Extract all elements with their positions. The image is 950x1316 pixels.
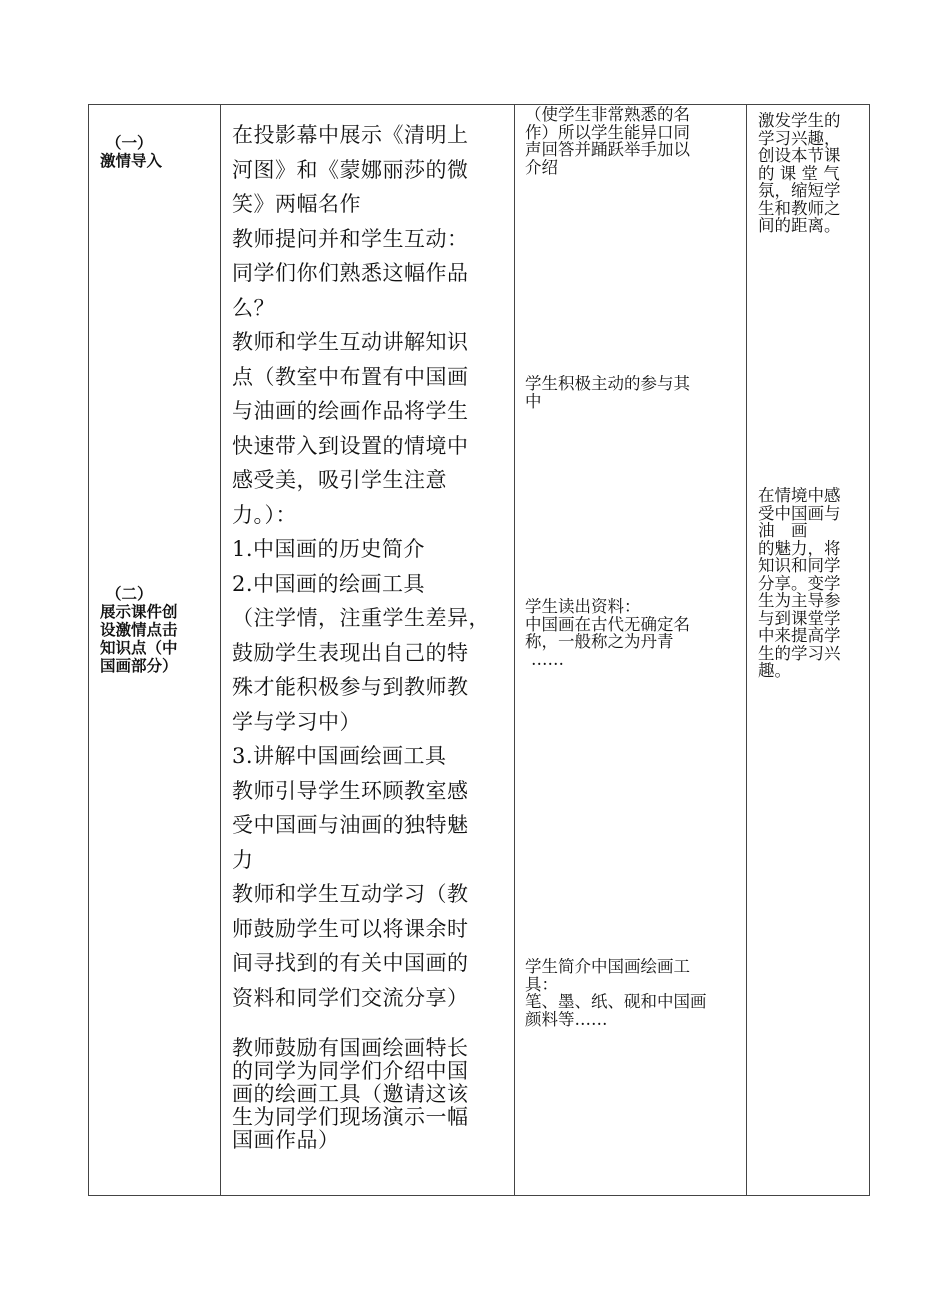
text-line: 生和教师之 <box>758 198 841 218</box>
text-line: 受中国画与 <box>758 503 841 523</box>
text-line: 笑》两幅名作 <box>232 192 361 216</box>
text-line: 中 <box>525 391 542 411</box>
text-line: 殊才能积极参与到教师教 <box>232 675 469 699</box>
text-line: 教师提问并和学生互动： <box>232 226 469 251</box>
text-line: 学生读出资料： <box>525 597 641 616</box>
text-line: 的魅力，将 <box>758 538 841 558</box>
text-line: 间的距离。 <box>758 216 841 235</box>
text-line: 力。）： <box>232 502 297 527</box>
text-line: 师鼓励学生可以将课余时 <box>232 916 469 941</box>
section-1-heading <box>100 134 162 170</box>
text-line: 学习兴趣， <box>758 128 841 148</box>
text-line: （注学情，注重学生差异， <box>232 606 490 630</box>
text-line: 分享。变学 <box>758 573 841 593</box>
text-line: 激发学生的 <box>758 111 841 130</box>
text-line: 具： <box>525 974 558 994</box>
text-line: 在情境中感 <box>758 486 841 505</box>
column-divider <box>746 104 747 1196</box>
text-line: 学生积极主动的参与其 <box>525 374 690 393</box>
student-activity-4 <box>525 958 707 1028</box>
heading-line: （一） <box>106 134 153 152</box>
text-line: 称，一般称之为丹青 <box>525 632 674 651</box>
heading-line: （二） <box>106 585 153 603</box>
text-line: （使学生非常熟悉的名 <box>525 105 690 124</box>
text-line: 在投影幕中展示《清明上 <box>232 123 469 147</box>
text-line: 资料和同学们交流分享） <box>232 985 469 1010</box>
text-line: 氛，缩短学 <box>758 181 841 200</box>
text-line: 颜料等…… <box>525 1009 608 1029</box>
text-line: 河图》和《蒙娜丽莎的微 <box>232 157 469 182</box>
text-line: 的 课 堂 气 <box>758 163 840 183</box>
text-line: 的同学为同学们介绍中国 <box>232 1059 469 1083</box>
text-line: 中来提高学 <box>758 626 841 645</box>
text-line: 介绍 <box>525 157 558 177</box>
text-line: 生为主导参 <box>758 591 841 610</box>
text-line: 教师鼓励有国画绘画特长 <box>232 1036 469 1060</box>
heading-line: 设激情点击 <box>100 621 178 639</box>
text-line: 教师引导学生环顾教室感 <box>232 778 469 803</box>
text-line: 声回答并踊跃举手加以 <box>525 140 690 159</box>
heading-line: 国画部分） <box>100 657 178 675</box>
design-intent-2 <box>758 487 841 680</box>
student-activity-3 <box>525 598 690 668</box>
text-line: 快速带入到设置的情境中 <box>232 433 469 458</box>
text-line: 学生简介中国画绘画工 <box>525 957 690 976</box>
text-line: 画的绘画工具（邀请这该 <box>232 1082 469 1106</box>
text-line: 受中国画与油画的独特魅 <box>232 813 469 837</box>
text-line: 国画作品） <box>232 1128 340 1152</box>
text-line: 笔、墨、纸、砚和中国画 <box>525 992 707 1011</box>
text-line: 力 <box>232 847 254 872</box>
text-line: 学与学习中） <box>232 709 361 734</box>
text-line: 知识和同学 <box>758 556 841 575</box>
text-line: 中国画在古代无确定名 <box>525 614 690 634</box>
heading-line: 知识点（中 <box>100 639 178 657</box>
column-divider <box>514 104 515 1196</box>
student-activity-2 <box>525 375 690 410</box>
text-line: 创设本节课 <box>758 146 841 165</box>
text-line: 么？ <box>232 295 275 320</box>
text-line: 间寻找到的有关中国画的 <box>232 951 469 975</box>
text-line: 感受美，吸引学生注意 <box>232 468 447 492</box>
student-activity-1 <box>525 106 690 176</box>
text-line: 与油画的绘画作品将学生 <box>232 399 469 423</box>
text-line: 3.讲解中国画绘画工具 <box>232 744 447 768</box>
text-line: 点（教室中布置有中国画 <box>232 364 469 389</box>
text-line: 教师和学生互动学习（教 <box>232 882 469 906</box>
text-line: 1.中国画的历史简介 <box>232 537 426 561</box>
column-divider <box>220 104 221 1196</box>
design-intent-1 <box>758 112 841 235</box>
text-line: 作）所以学生能异口同 <box>525 122 690 142</box>
text-line: 生为同学们现场演示一幅 <box>232 1105 469 1129</box>
text-line: 鼓励学生表现出自己的特 <box>232 640 469 665</box>
text-line: 生的学习兴 <box>758 643 841 663</box>
text-line: 教师和学生互动讲解知识 <box>232 330 469 354</box>
text-line: …… <box>531 649 564 669</box>
section-2-heading <box>100 585 178 675</box>
heading-line: 激情导入 <box>100 152 163 170</box>
teacher-activity-text <box>232 118 490 1015</box>
text-line: 2.中国画的绘画工具 <box>232 571 426 596</box>
teacher-activity-last <box>232 1037 469 1152</box>
heading-line: 展示课件创 <box>100 603 178 621</box>
text-line: 同学们你们熟悉这幅作品 <box>232 261 469 285</box>
text-line: 与到课堂学 <box>758 608 841 628</box>
text-line: 油 画 <box>758 521 808 540</box>
text-line: 趣。 <box>758 661 791 680</box>
